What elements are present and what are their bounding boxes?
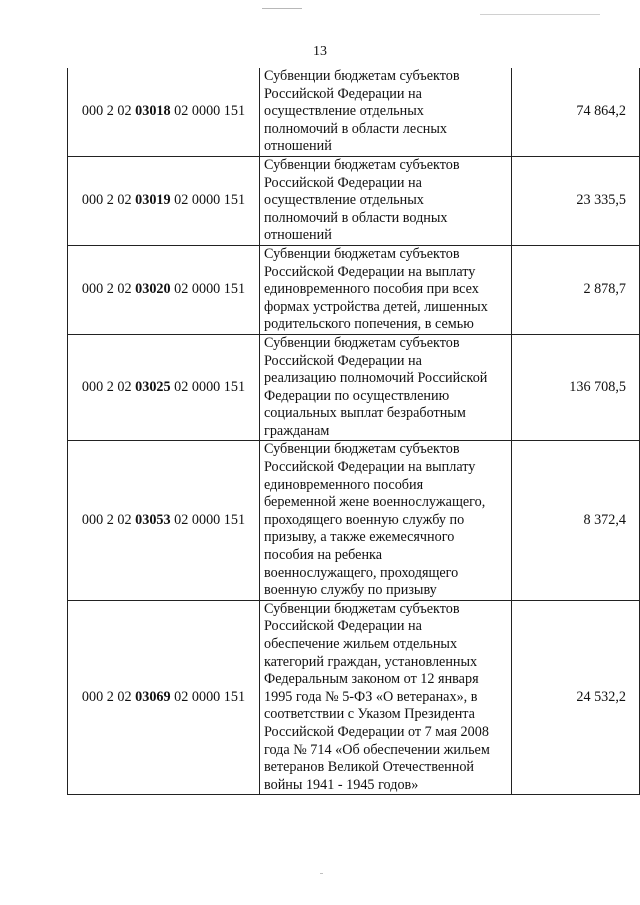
amount-cell bbox=[512, 441, 640, 600]
amount-value: 8 372,4 bbox=[583, 511, 626, 528]
income-name: Субвенции бюджетам субъектов Российской Федерации на осуществление отдельных полномочий в области водных отношений bbox=[264, 156, 460, 244]
table-row bbox=[68, 600, 640, 795]
income-name: Субвенции бюджетам субъектов Российской Федерации на реализацию полномочий Российской Федерации по осуществлению социальных выплат безработным гражданам bbox=[264, 334, 488, 439]
income-name-cell bbox=[260, 68, 512, 156]
code-suffix: 02 0000 151 bbox=[170, 281, 246, 298]
budget-code bbox=[82, 379, 245, 395]
page-number: 13 bbox=[313, 44, 327, 59]
code-prefix: 000 2 02 bbox=[81, 103, 136, 120]
scan-artifact bbox=[320, 873, 323, 874]
amount-value: 74 864,2 bbox=[576, 103, 626, 120]
budget-code bbox=[82, 281, 245, 297]
code-suffix: 02 0000 151 bbox=[170, 511, 246, 528]
scan-artifact bbox=[262, 8, 302, 9]
amount-cell bbox=[512, 334, 640, 441]
income-name-cell bbox=[260, 334, 512, 441]
code-suffix: 02 0000 151 bbox=[170, 103, 246, 120]
code-group: 03020 bbox=[135, 281, 171, 298]
budget-table bbox=[67, 68, 640, 795]
budget-code bbox=[82, 103, 245, 119]
table-body bbox=[68, 68, 640, 795]
budget-code-cell bbox=[68, 156, 260, 245]
table-row bbox=[68, 68, 640, 156]
amount-cell bbox=[512, 600, 640, 795]
code-prefix: 000 2 02 bbox=[81, 281, 136, 298]
table-row bbox=[68, 334, 640, 441]
scan-artifact bbox=[480, 14, 600, 15]
table-row bbox=[68, 156, 640, 245]
code-prefix: 000 2 02 bbox=[81, 378, 136, 395]
income-name: Субвенции бюджетам субъектов Российской Федерации на осуществление отдельных полномочий в области лесных отношений bbox=[264, 68, 460, 155]
amount-cell bbox=[512, 68, 640, 156]
budget-code-cell bbox=[68, 68, 260, 156]
budget-code-cell bbox=[68, 441, 260, 600]
budget-code bbox=[82, 512, 245, 528]
code-prefix: 000 2 02 bbox=[81, 511, 136, 528]
amount-cell bbox=[512, 156, 640, 245]
budget-code-cell bbox=[68, 245, 260, 334]
amount-value: 24 532,2 bbox=[576, 688, 626, 705]
budget-code bbox=[82, 192, 245, 208]
income-name-cell bbox=[260, 156, 512, 245]
budget-code-cell bbox=[68, 600, 260, 795]
income-name: Субвенции бюджетам субъектов Российской Федерации на выплату единовременного пособия при всех формах устройства детей, лишенных родительского попечения, в семью bbox=[264, 245, 488, 333]
code-suffix: 02 0000 151 bbox=[170, 378, 246, 395]
table-row bbox=[68, 441, 640, 600]
amount-cell bbox=[512, 245, 640, 334]
income-name-cell bbox=[260, 441, 512, 600]
budget-code bbox=[82, 689, 245, 705]
income-name-cell bbox=[260, 245, 512, 334]
table-row bbox=[68, 245, 640, 334]
code-group: 03019 bbox=[135, 192, 171, 209]
code-suffix: 02 0000 151 bbox=[170, 688, 246, 705]
amount-value: 136 708,5 bbox=[569, 378, 626, 395]
amount-value: 23 335,5 bbox=[576, 192, 626, 209]
code-group: 03069 bbox=[135, 688, 171, 705]
code-group: 03053 bbox=[135, 511, 171, 528]
code-prefix: 000 2 02 bbox=[81, 192, 136, 209]
code-suffix: 02 0000 151 bbox=[170, 192, 246, 209]
code-prefix: 000 2 02 bbox=[81, 688, 136, 705]
code-group: 03025 bbox=[135, 378, 171, 395]
income-name-cell bbox=[260, 600, 512, 795]
code-group: 03018 bbox=[135, 103, 171, 120]
amount-value: 2 878,7 bbox=[583, 281, 626, 298]
income-name: Субвенции бюджетам субъектов Российской Федерации на обеспечение жильем отдельных категорий граждан, установленных Федеральным законом от 12 января 1995 года № 5-ФЗ «О ветеранах», в соответствии с Указом Президента Российской Федерации от 7 мая 2008 года № 714 «Об обеспечении жильем ветеранов Великой Отечественной войны 1941 - 1945 годов» bbox=[264, 600, 490, 793]
budget-code-cell bbox=[68, 334, 260, 441]
income-name: Субвенции бюджетам субъектов Российской Федерации на выплату единовременного пособия беременной жене военнослужащего, проходящего военную службу по призыву, а также ежемесячного пособия на ребенка военнослужащего, проходящего военную службу по призыву bbox=[264, 441, 486, 599]
